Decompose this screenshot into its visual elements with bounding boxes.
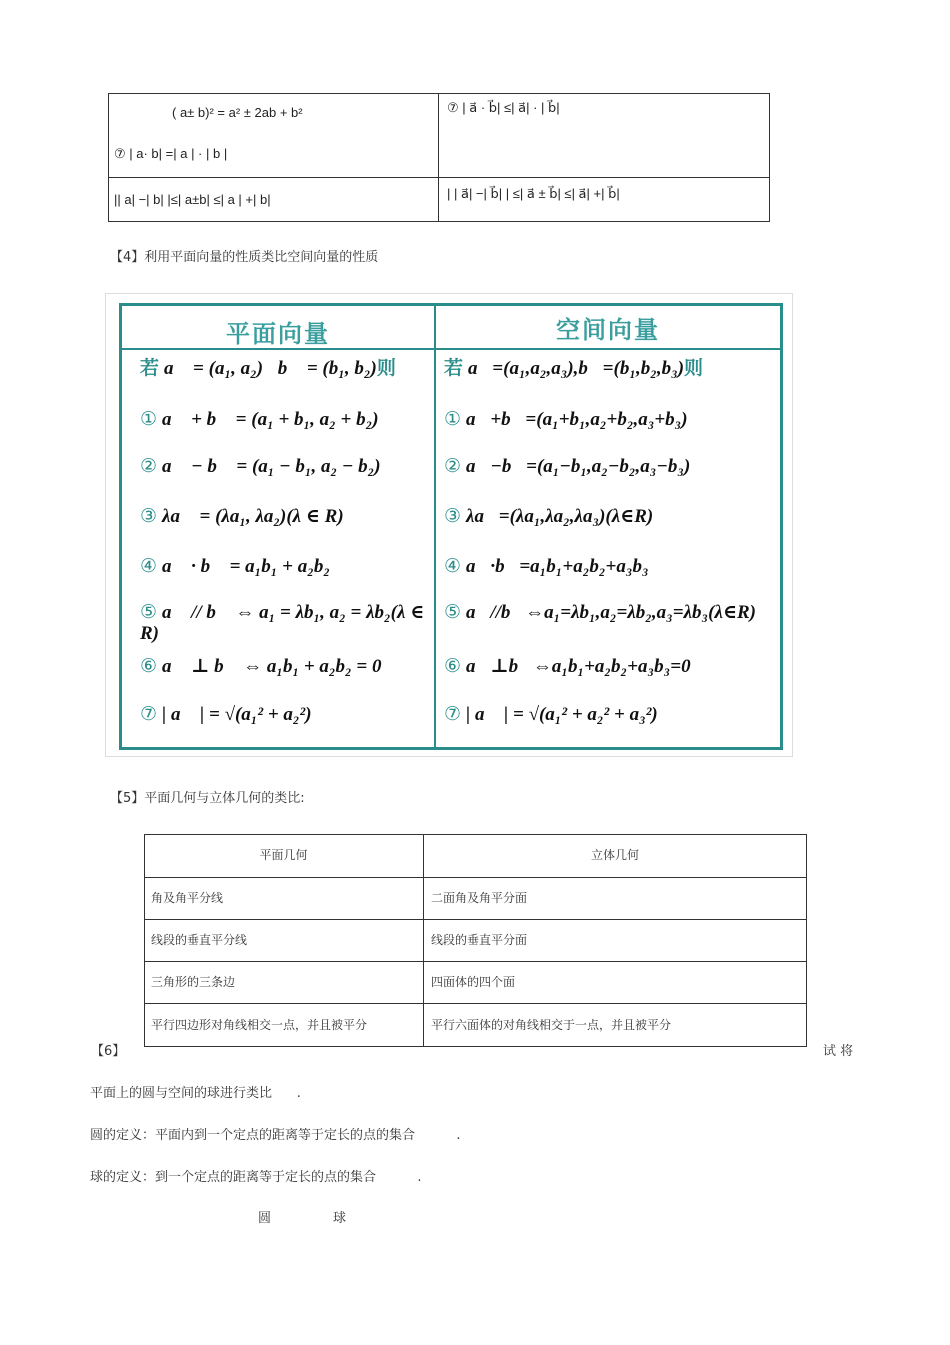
- formula: a⃗−b⃗=(a₁−b₁,a₂−b₂,a₃−b₃): [466, 456, 691, 477]
- item-number: ⑦: [140, 703, 158, 725]
- formula: λa⃗=(λa₁,λa₂,λa₃)(λ∈R): [466, 506, 654, 527]
- table-cell: 三角形的三条边: [151, 975, 236, 989]
- formula: a⃗ ⊥ b⃗ ⇔ a₁b₁ + a₂b₂ = 0: [162, 656, 382, 677]
- table-divider: [144, 1003, 807, 1004]
- formula: a⃗ − b⃗ = (a₁ − b₁, a₂ − b₂): [162, 456, 381, 477]
- formula-row: [140, 358, 426, 379]
- item-number: ①: [444, 408, 462, 430]
- formula: a⃗=(a₁,a₂,a₃),b⃗=(b₁,b₂,b₃): [468, 358, 685, 379]
- column-header: 立体几何: [590, 848, 639, 862]
- formula: a⃗ = (a₁, a₂)，b⃗ = (b₁, b₂): [164, 358, 377, 379]
- formula: | a⃗ | = √(a₁² + a₂² + a₃²): [466, 704, 658, 725]
- table-cell: 平行六面体的对角线相交于一点，并且被平分: [431, 1018, 672, 1032]
- column-label-circle: 圆: [258, 1211, 272, 1226]
- item-number: ④: [444, 555, 462, 577]
- paragraph: 球的定义：到一个定点的距离等于定长的点的集合 .: [90, 1170, 422, 1185]
- formula-row: [444, 704, 774, 725]
- formula-row: [140, 506, 426, 527]
- formula-row: [444, 456, 774, 477]
- item-number: ④: [140, 555, 158, 577]
- table-cell: 四面体的四个面: [431, 975, 516, 989]
- item-number: ②: [444, 455, 462, 477]
- table-cell: || a| −| b| |≤| a±b| ≤| a | +| b|: [114, 192, 271, 207]
- then-keyword: 则: [376, 358, 396, 379]
- table-cell: 二面角及角平分面: [431, 891, 528, 905]
- table-cell: 线段的垂直平分面: [431, 933, 528, 947]
- formula-row: [444, 656, 774, 677]
- formula-row: [140, 656, 426, 677]
- formula: | a⃗ | = √(a₁² + a₂²): [162, 704, 312, 725]
- then-keyword: 则: [684, 358, 704, 379]
- item-number: ⑥: [444, 655, 462, 677]
- header-plane-vector: 平面向量: [226, 320, 330, 348]
- section-heading: 【4】利用平面向量的性质类比空间向量的性质: [110, 250, 379, 265]
- table-divider: [438, 93, 439, 222]
- if-keyword: 若: [444, 358, 464, 379]
- table-divider: [108, 177, 770, 178]
- item-number: ⑥: [140, 655, 158, 677]
- table-divider: [434, 306, 436, 747]
- formula-row: [140, 602, 426, 644]
- item-number: ③: [140, 505, 158, 527]
- table-divider: [144, 919, 807, 920]
- table-cell: 平行四边形对角线相交一点，并且被平分: [151, 1018, 368, 1032]
- column-header: 平面几何: [259, 848, 308, 862]
- formula-row: [140, 704, 426, 725]
- formula-row: [444, 409, 774, 430]
- column-label-sphere: 球: [333, 1211, 347, 1226]
- paragraph: 圆的定义：平面内到一个定点的距离等于定长的点的集合 .: [90, 1128, 461, 1143]
- item-number: ⑤: [140, 601, 158, 623]
- formula-row: [444, 506, 774, 527]
- formula-row: [140, 409, 426, 430]
- item-number: ⑤: [444, 601, 462, 623]
- formula-row: [444, 556, 774, 577]
- table-cell: 角及角平分线: [151, 891, 224, 905]
- text-fragment: 试 将: [823, 1044, 854, 1059]
- formula-row: [140, 456, 426, 477]
- table-cell: ⑦ | a⃗ · b⃗| ≤| a⃗| · | b⃗|: [447, 100, 560, 115]
- section-heading: 【5】平面几何与立体几何的类比:: [110, 791, 305, 806]
- formula: a⃗⊥b⃗⇔a₁b₁+a₂b₂+a₃b₃=0: [466, 656, 691, 677]
- if-keyword: 若: [140, 358, 160, 379]
- formula-row: [444, 602, 774, 623]
- formula: λa⃗ = (λa₁, λa₂)(λ ∈ R): [162, 506, 344, 527]
- item-number: ②: [140, 455, 158, 477]
- formula: a⃗ + b⃗ = (a₁ + b₁, a₂ + b₂): [162, 409, 379, 430]
- table-cell: ⑦ | a· b| =| a | · | b |: [114, 146, 228, 161]
- header-space-vector: 空间向量: [556, 316, 660, 344]
- table-cell: ( a± b)² = a² ± 2ab + b²: [172, 105, 303, 120]
- paragraph: 平面上的圆与空间的球进行类比 .: [90, 1086, 301, 1101]
- formula: a⃗//b⃗⇔a₁=λb₁,a₂=λb₂,a₃=λb₃(λ∈R): [466, 602, 757, 623]
- item-number: ①: [140, 408, 158, 430]
- formula: a⃗ · b⃗ = a₁b₁ + a₂b₂: [162, 556, 331, 577]
- table-cell: | | a⃗| −| b⃗| | ≤| a⃗ ± b⃗| ≤| a⃗| +| b⃗|: [447, 186, 620, 201]
- section-label: 【6】: [91, 1044, 126, 1059]
- formula: a⃗·b⃗=a₁b₁+a₂b₂+a₃b₃: [466, 556, 649, 577]
- table-divider: [144, 877, 807, 878]
- formula: a⃗+b⃗=(a₁+b₁,a₂+b₂,a₃+b₃): [466, 409, 688, 430]
- formula-row: [140, 556, 426, 577]
- table-divider: [144, 961, 807, 962]
- table-cell: 线段的垂直平分线: [151, 933, 248, 947]
- formula: a⃗ // b⃗ ⇔ a₁ = λb₁, a₂ = λb₂(λ ∈ R): [140, 602, 425, 644]
- formula-row: [444, 358, 774, 379]
- table-divider: [423, 834, 424, 1047]
- vector-comparison-table: [119, 303, 783, 750]
- item-number: ⑦: [444, 703, 462, 725]
- item-number: ③: [444, 505, 462, 527]
